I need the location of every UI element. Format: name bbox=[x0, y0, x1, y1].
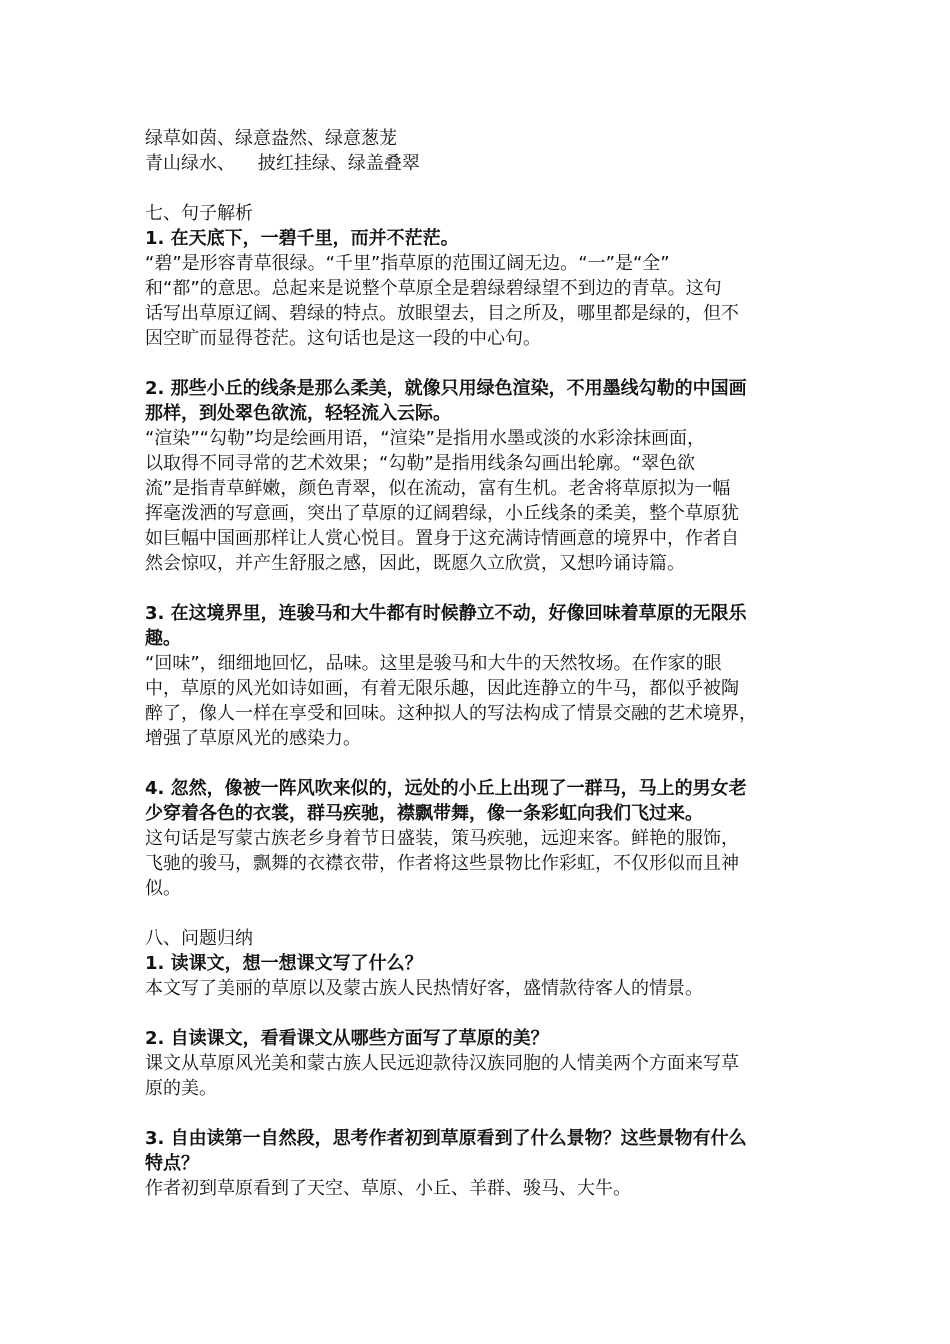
question-item bbox=[145, 951, 805, 1001]
sentence-item bbox=[145, 776, 805, 901]
question-text: 1. 读课文，想一想课文写了什么？ bbox=[145, 953, 423, 974]
section-heading: 八、问题归纳 bbox=[145, 928, 253, 949]
sentence-answer: 醉了，像人一样在享受和回味。这种拟人的写法构成了情景交融的艺术境界， bbox=[145, 703, 757, 724]
sentence-question: 那样，到处翠色欲流，轻轻流入云际。 bbox=[145, 403, 451, 424]
sentence-question: 2. 那些小丘的线条是那么柔美，就像只用绿色渲染，不用墨线勾勒的中国画 bbox=[145, 378, 747, 399]
idiom-line: 绿草如茵、绿意盎然、绿意葱茏 bbox=[145, 128, 397, 149]
sentence-item bbox=[145, 376, 805, 576]
sentence-question: 少穿着各色的衣裳，群马疾驰，襟飘带舞，像一条彩虹向我们飞过来。 bbox=[145, 803, 703, 824]
sentence-question: 4. 忽然，像被一阵风吹来似的，远处的小丘上出现了一群马，马上的男女老 bbox=[145, 778, 747, 799]
section-heading: 七、句子解析 bbox=[145, 203, 253, 224]
question-item bbox=[145, 1026, 805, 1101]
question-text: 2. 自读课文，看看课文从哪些方面写了草原的美？ bbox=[145, 1028, 549, 1049]
sentence-item bbox=[145, 601, 805, 751]
sentence-answer: “渲染”“勾勒”均是绘画用语，“渲染”是指用水墨或淡的水彩涂抹画面， bbox=[145, 428, 705, 449]
question-text: 3. 自由读第一自然段，思考作者初到草原看到了什么景物？这些景物有什么 bbox=[145, 1128, 747, 1149]
sentence-question: 趣。 bbox=[145, 628, 181, 649]
question-item bbox=[145, 1126, 805, 1201]
sentence-answer: 似。 bbox=[145, 878, 181, 899]
sentence-answer: 以取得不同寻常的艺术效果；“勾勒”是指用线条勾画出轮廓。“翠色欲 bbox=[145, 453, 695, 474]
sentence-answer: 挥毫泼洒的写意画，突出了草原的辽阔碧绿，小丘线条的柔美，整个草原犹 bbox=[145, 503, 739, 524]
sentence-answer: 中，草原的风光如诗如画，有着无限乐趣，因此连静立的牛马，都似乎被陶 bbox=[145, 678, 739, 699]
sentence-answer: 如巨幅中国画那样让人赏心悦目。置身于这充满诗情画意的境界中，作者自 bbox=[145, 528, 739, 549]
idiom-line: 青山绿水、 披红挂绿、绿盖叠翠 bbox=[145, 153, 420, 174]
sentence-answer: 因空旷而显得苍茫。这句话也是这一段的中心句。 bbox=[145, 328, 541, 349]
sentence-answer: “碧”是形容青草很绿。“千里”指草原的范围辽阔无边。“一”是“全” bbox=[145, 253, 670, 274]
document-content bbox=[145, 126, 805, 1201]
question-answer: 作者初到草原看到了天空、草原、小丘、羊群、骏马、大牛。 bbox=[145, 1178, 631, 1199]
question-answer: 本文写了美丽的草原以及蒙古族人民热情好客，盛情款待客人的情景。 bbox=[145, 978, 703, 999]
sentence-item bbox=[145, 226, 805, 351]
sentence-question: 3. 在这境界里，连骏马和大牛都有时候静立不动，好像回味着草原的无限乐 bbox=[145, 603, 747, 624]
question-answer: 原的美。 bbox=[145, 1078, 217, 1099]
sentence-question: 1. 在天底下，一碧千里，而并不茫茫。 bbox=[145, 228, 459, 249]
question-answer: 课文从草原风光美和蒙古族人民远迎款待汉族同胞的人情美两个方面来写草 bbox=[145, 1053, 739, 1074]
sentence-answer: 这句话是写蒙古族老乡身着节日盛装，策马疾驰，远迎来客。鲜艳的服饰， bbox=[145, 828, 739, 849]
sentence-answer: 和“都”的意思。总起来是说整个草原全是碧绿碧绿望不到边的青草。这句 bbox=[145, 278, 722, 299]
sentence-answer: 飞驰的骏马，飘舞的衣襟衣带，作者将这些景物比作彩虹，不仅形似而且神 bbox=[145, 853, 739, 874]
question-text: 特点？ bbox=[145, 1153, 199, 1174]
sentence-answer: 然会惊叹，并产生舒服之感，因此，既愿久立欣赏，又想吟诵诗篇。 bbox=[145, 553, 685, 574]
sentence-answer: 增强了草原风光的感染力。 bbox=[145, 728, 361, 749]
sentence-answer: 话写出草原辽阔、碧绿的特点。放眼望去，目之所及，哪里都是绿的，但不 bbox=[145, 303, 739, 324]
sentence-answer: “回味”，细细地回忆，品味。这里是骏马和大牛的天然牧场。在作家的眼 bbox=[145, 653, 722, 674]
sentence-answer: 流”是指青草鲜嫩，颜色青翠，似在流动，富有生机。老舍将草原拟为一幅 bbox=[145, 478, 731, 499]
